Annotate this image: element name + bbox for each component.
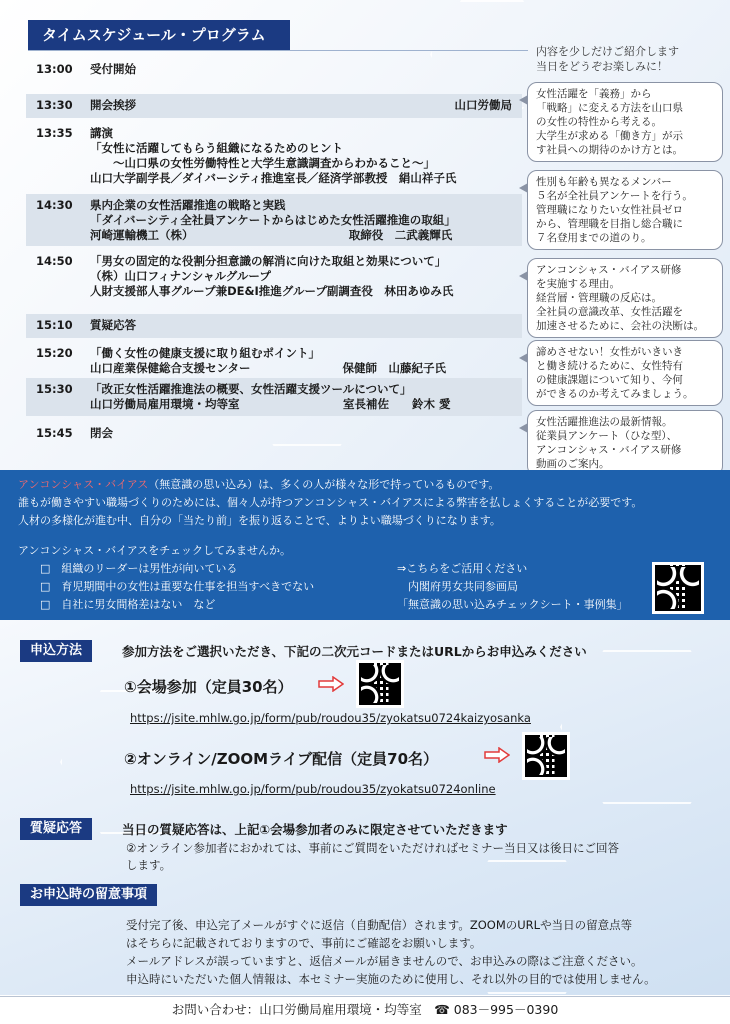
bubble-line: アンコンシャス・バイアス研修 (536, 264, 682, 276)
notes-line: メールアドレスが誤っていますと、返信メールが届きませんので、お申込みの際はご注意ください。 (126, 954, 643, 968)
option-venue: ①会場参加（定員30名） (124, 678, 293, 696)
schedule-content (90, 198, 512, 243)
schedule-content (90, 62, 512, 77)
contact-footer: お問い合わせ：山口労働局雇用環境・均等室 ☎ 083－995－0390 (171, 1002, 559, 1017)
bubble-line: 性別も年齢も異なるメンバー (536, 176, 672, 188)
intro-note (536, 44, 679, 74)
bias-check-item: □ 組織のリーダーは男性が向いている (40, 562, 238, 575)
bias-panel (0, 470, 730, 620)
bubble-line: ５名が全社員アンケートを行う。 (536, 190, 693, 202)
bias-check-item: □ 育児期間中の女性は重要な仕事を担当すべきでない (40, 580, 315, 593)
schedule-content (90, 98, 512, 113)
schedule-line: 「ダイバーシティ全社員アンケートからはじめた女性活躍推進の取組」 (90, 213, 456, 227)
bubble-line: と働き続けるために、女性特有 (536, 360, 683, 372)
schedule-line: 河崎運輸機工（株） 取締役 二武義輝氏 (90, 228, 453, 242)
url-venue-link[interactable]: https://jsite.mhlw.go.jp/form/pub/roudou35/zyokatsu0724kaizyosanka (130, 711, 531, 725)
qr-code-bias[interactable] (652, 562, 704, 614)
schedule-line: 講演 (90, 126, 113, 140)
bubble-line: 経営層・管理職の反応は。 (536, 292, 662, 304)
schedule-time: 14:30 (36, 198, 73, 212)
bias-term: アンコンシャス・バイアス (18, 478, 149, 491)
schedule-row (26, 314, 522, 338)
schedule-line: 人財支援部人事グループ兼DE&I推進グループ副調査役 林田あゆみ氏 (90, 284, 454, 298)
schedule-line: 「男女の固定的な役割分担意識の解消に向けた取組と効果について」 (90, 254, 447, 268)
schedule-line: （株）山口フィナンシャルグループ (90, 269, 271, 283)
schedule-row (26, 378, 522, 416)
speech-bubble (527, 170, 723, 250)
speech-bubble (527, 340, 723, 406)
qr-code-online[interactable] (522, 732, 570, 780)
bubble-line: の健康課題について知り、今何 (536, 374, 683, 386)
schedule-time: 15:20 (36, 346, 73, 360)
speech-bubble (527, 258, 723, 338)
bubble-line: から、管理職を目指し総合職に (536, 218, 683, 230)
bias-ref-line: 内閣府男女共同参画局 (397, 580, 518, 593)
schedule-time: 15:45 (36, 426, 73, 440)
intro-line: 内容を少しだけご紹介します (536, 45, 679, 58)
bubble-line: 従業員アンケート（ひな型）、 (536, 430, 678, 442)
page-title: タイムスケジュール・プログラム (28, 20, 290, 50)
schedule-row (26, 250, 522, 310)
intro-line: 当日をどうぞお楽しみに！ (536, 60, 668, 73)
qa-heading: 当日の質疑応答は、上記①会場参加者のみに限定させていただきます (122, 822, 508, 837)
notes-line: 受付完了後、申込完了メールがすぐに返信（自動配信）されます。ZOOMのURLや当日の留意点等 (126, 918, 633, 932)
bias-line-1-rest: （無意識の思い込み）は、多くの人が様々な形で持っているものです。 (148, 478, 500, 491)
option-online: ②オンライン/ZOOMライブ配信（定員70名） (124, 750, 439, 768)
bias-ref-line: 「無意識の思い込みチェックシート・事例集」 (397, 598, 628, 611)
schedule-content (90, 426, 512, 441)
schedule-time: 15:10 (36, 318, 73, 332)
bubble-line: を実施する理由。 (536, 278, 620, 290)
schedule-line: 受付開始 (90, 62, 136, 76)
schedule-row (26, 122, 522, 188)
schedule-row (26, 58, 522, 84)
bias-line-1 (18, 476, 499, 492)
bubble-line: アンコンシャス・バイアス研修 (536, 444, 682, 456)
schedule-time: 15:30 (36, 382, 73, 396)
schedule-line: 山口労働局雇用環境・均等室 室長補佐 鈴木 愛 (90, 397, 451, 411)
schedule-line: 県内企業の女性活躍推進の戦略と実践 (90, 198, 286, 212)
schedule-line: 「働く女性の健康支援に取り組むポイント」 (90, 346, 320, 360)
schedule-line: 「女性に活躍してもらう組織になるためのヒント (90, 141, 343, 155)
bubble-line: 管理職になりたい女性社員ゼロ (536, 204, 683, 216)
bias-check-title: アンコンシャス・バイアスをチェックしてみませんか。 (18, 544, 291, 557)
bubble-line: ７名登用までの道のり。 (536, 232, 652, 244)
schedule-content (90, 318, 512, 333)
bubble-line: ができるのか考えてみましょう。 (536, 388, 694, 400)
schedule-line: 質疑応答 (90, 318, 136, 332)
schedule-line: 山口大学副学長／ダイバーシティ推進室長／経済学部教授 絹山祥子氏 (90, 171, 457, 185)
schedule-line: 閉会 (90, 426, 113, 440)
notes-line: 申込時にいただいた個人情報は、本セミナー実施のために使用し、それ以外の目的では使用しません。 (126, 972, 656, 986)
qa-line: ②オンライン参加者におかれては、事前にご質問をいただければセミナー当日又は後日にご回答 (126, 841, 619, 855)
bias-line-2: 誰もが働きやすい職場づくりのためには、個々人が持つアンコンシャス・バイアスによる弊害を払しょくすることが必要です。 (18, 496, 643, 509)
schedule-content (90, 382, 512, 412)
bubble-line: 大学生が求める「働き方」が示 (536, 130, 683, 142)
bias-line-3: 人材の多様化が進む中、自分の「当たり前」を振り返ることで、よりよい職場づくりになります。 (18, 514, 501, 527)
schedule-row (26, 342, 522, 374)
bubble-line: の女性の特性から考える。 (536, 116, 662, 128)
schedule-content (90, 126, 512, 186)
schedule-time: 13:35 (36, 126, 73, 140)
bubble-line: 全社員の意識改革、女性活躍を (536, 306, 683, 318)
qa-tag: 質疑応答 (20, 818, 92, 840)
bias-check-item: □ 自社に男女間格差はない など (40, 598, 216, 611)
bubble-line: 「戦略」に変える方法を山口県 (536, 102, 683, 114)
schedule-line: 開会挨拶 (90, 98, 136, 112)
notes-line: はそちらに記載されておりますので、事前にご確認をお願いします。 (126, 936, 482, 950)
bubble-line: 動画のご案内。 (536, 458, 610, 470)
bias-ref-line: ⇒こちらをご活用ください (397, 562, 528, 575)
speech-bubble (527, 82, 723, 162)
speech-bubble (527, 410, 723, 476)
schedule-line: 山口産業保健総合支援センター 保健師 山藤紀子氏 (90, 361, 447, 375)
schedule-row (26, 194, 522, 246)
schedule-time: 14:50 (36, 254, 73, 268)
footer-divider (0, 996, 730, 997)
schedule-content (90, 346, 512, 376)
schedule-time: 13:00 (36, 62, 73, 76)
schedule-row (26, 94, 522, 118)
arrow-right-icon (484, 747, 510, 763)
notes-tag: お申込時の留意事項 (20, 884, 157, 906)
bubble-line: 諦めさせない！女性がいきいき (536, 346, 683, 358)
schedule-content (90, 254, 512, 299)
schedule-line: ～山口県の女性労働特性と大学生意識調査からわかること～」 (90, 156, 435, 170)
apply-heading: 参加方法をご選択いただき、下記の二次元コードまたはURLからお申込みください (122, 644, 587, 659)
qr-code-venue[interactable] (356, 660, 404, 708)
schedule-right-label: 山口労働局 (454, 98, 512, 112)
bubble-line: す社員への期待のかけ方とは。 (536, 144, 683, 156)
schedule-line: 「改正女性活躍推進法の概要、女性活躍支援ツールについて」 (90, 382, 412, 396)
schedule-time: 13:30 (36, 98, 73, 112)
title-underline (28, 50, 528, 51)
arrow-right-icon (318, 676, 344, 692)
apply-tag: 申込方法 (20, 640, 92, 662)
bubble-line: 女性活躍を「義務」から (536, 88, 652, 100)
schedule-row (26, 422, 522, 444)
url-online-link[interactable]: https://jsite.mhlw.go.jp/form/pub/roudou35/zyokatsu0724online (130, 782, 496, 796)
qa-line: します。 (126, 858, 172, 872)
bubble-line: 女性活躍推進法の最新情報。 (536, 416, 673, 428)
bubble-line: 加速させるために、会社の決断は。 (536, 320, 704, 332)
